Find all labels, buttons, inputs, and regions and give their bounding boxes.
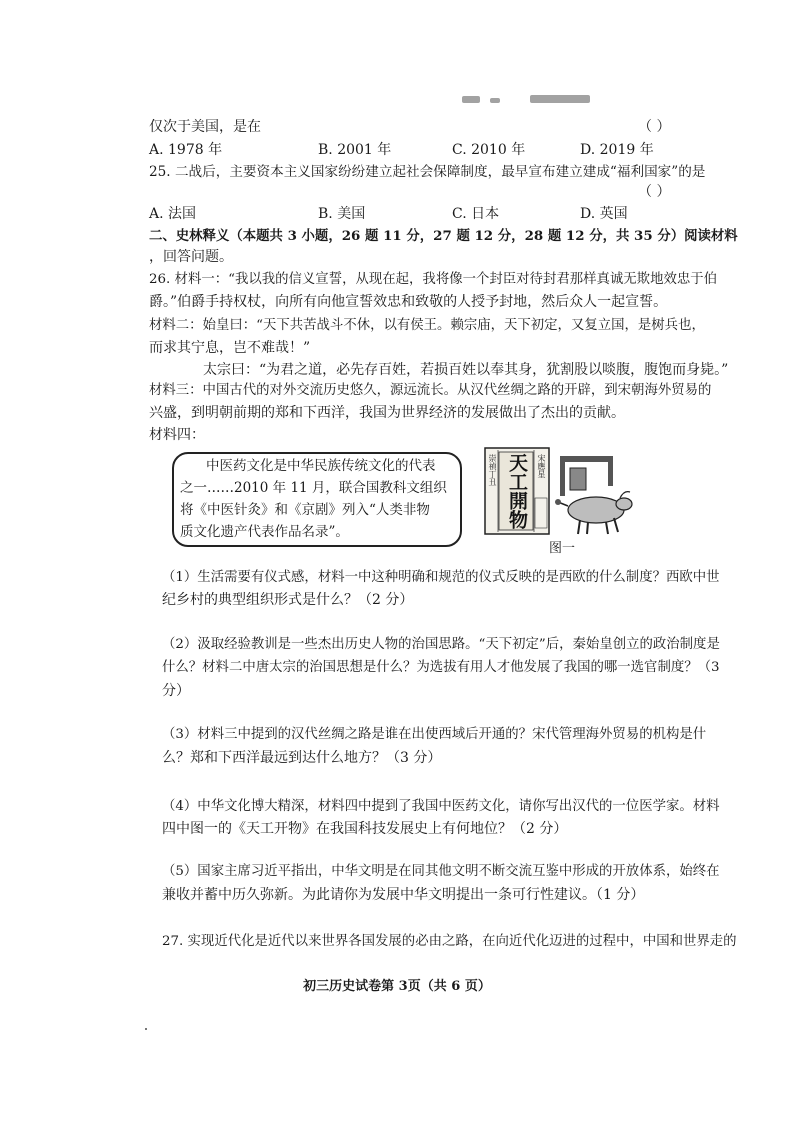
scan-smudge xyxy=(530,95,590,103)
figure-caption: 图一 xyxy=(549,541,576,556)
book-title: 天工開物 xyxy=(506,453,528,529)
quote-line: 质文化遗产代表作品名录”。 xyxy=(180,524,349,540)
q26-sub2-line2: 什么？材料二中唐太宗的治国思想是什么？为选拔有用人才他发展了我国的哪一选官制度？（3 xyxy=(162,660,720,675)
q24-answer-paren: （ ） xyxy=(638,119,671,135)
q25-option-d: D. 英国 xyxy=(580,206,628,222)
q25-stem: 25. 二战后，主要资本主义国家纷纷建立起社会保障制度，最早宣布建立建成“福利国家”的是 xyxy=(149,164,706,180)
q26-material2-line3: 太宗曰：“为君之道，必先存百姓，若损百姓以奉其身，犹割股以啖腹，腹饱而身毙。” xyxy=(203,362,729,378)
q26-material2-line2: 而求其宁息，岂不难哉！” xyxy=(149,340,311,356)
q25-option-a: A. 法国 xyxy=(149,206,197,222)
q26-material1-line1: 26. 材料一：“我以我的信义宣誓，从现在起，我将像一个封臣对待封君那样真诚无欺地效忠于伯 xyxy=(149,272,718,287)
q26-sub5-line1: （5）国家主席习近平指出，中华文明是在同其他文明不断交流互鉴中形成的开放体系，始终在 xyxy=(162,864,720,879)
scan-smudge xyxy=(462,96,480,103)
q26-material4-label: 材料四： xyxy=(149,427,205,443)
q26-material1-line2: 爵。”伯爵手持权杖，向所有向他宣誓效忠和致敬的人授予封地，然后众人一起宣誓。 xyxy=(149,294,668,310)
quote-line: 将《中医针灸》和《京剧》列入“人类非物 xyxy=(180,502,430,518)
q24-option-a: A. 1978 年 xyxy=(149,142,223,158)
q24-option-d: D. 2019 年 xyxy=(580,142,654,158)
q26-sub3-line1: （3）材料三中提到的汉代丝绸之路是谁在出使西域后开通的？宋代管理海外贸易的机构是什 xyxy=(162,727,707,742)
quote-line: 中医药文化是中华民族传统文化的代表 xyxy=(206,458,436,474)
q26-sub2-line3: 分） xyxy=(162,683,190,699)
q25-option-c: C. 日本 xyxy=(452,206,500,222)
q25-option-b: B. 美国 xyxy=(318,206,366,222)
q26-material3-line2: 兴盛，到明朝前期的郑和下西洋，我国为世界经济的发展做出了杰出的贡献。 xyxy=(149,405,625,421)
section-heading: 二、史林释义（本题共 3 小题，26 题 11 分，27 题 12 分，28 题 12 分，共 35 分）阅读材料 xyxy=(149,228,738,244)
q24-option-b: B. 2001 年 xyxy=(318,142,392,158)
ox-plough-drawing xyxy=(555,456,632,534)
section-heading-cont: ，回答问题。 xyxy=(149,249,233,265)
q26-material2-line1: 材料二：始皇曰：“天下共苦战斗不休，以有侯王。赖宗庙，天下初定，又复立国，是树兵也， xyxy=(149,318,705,333)
quote-line: 之一……2010 年 11 月，联合国教科文组织 xyxy=(180,480,447,496)
q26-sub1-line2: 纪乡村的典型组织形式是什么？（2 分） xyxy=(162,592,414,608)
tiangong-kaiwu-figure xyxy=(484,446,634,538)
book-author: 宋應星 xyxy=(537,454,546,478)
q26-sub5-line2: 兼收并蓄中历久弥新。为此请你为发展中华文明提出一条可行性建议。（1 分） xyxy=(162,887,645,903)
q26-material3-line1: 材料三：中国古代的对外交流历史悠久，源远流长。从汉代丝绸之路的开辟，到宋朝海外贸易的 xyxy=(149,383,712,398)
q26-sub3-line2: 么？郑和下西洋最远到达什么地方？（3 分） xyxy=(162,750,442,766)
q26-sub1-line1: （1）生活需要有仪式感，材料一中这种明确和规范的仪式反映的是西欧的什么制度？西欧中世 xyxy=(162,570,720,585)
q24-option-c: C. 2010 年 xyxy=(452,142,526,158)
q27-stem: 27. 实现近代化是近代以来世界各国发展的必由之路，在向近代化迈进的过程中，中国和世界走的 xyxy=(162,934,737,949)
q26-sub4-line2: 四中图一的《天工开物》在我国科技发展史上有何地位？（2 分） xyxy=(162,821,568,837)
q26-sub4-line1: （4）中华文化博大精深，材料四中提到了我国中医药文化，请你写出汉代的一位医学家。材料 xyxy=(162,799,720,814)
q25-answer-paren: （ ） xyxy=(638,184,671,200)
scan-smudge xyxy=(490,98,500,103)
q26-sub2-line1: （2）汲取经验教训是一些杰出历史人物的治国思路。“天下初定”后，秦始皇创立的政治制度是 xyxy=(162,637,720,652)
page-footer: 初三历史试卷第 3页（共 6 页） xyxy=(303,979,491,994)
scan-speck xyxy=(145,1028,147,1030)
book-side-title: 崇禎丁丑 xyxy=(488,454,497,486)
q24-stem-tail: 仅次于美国，是在 xyxy=(149,119,261,135)
